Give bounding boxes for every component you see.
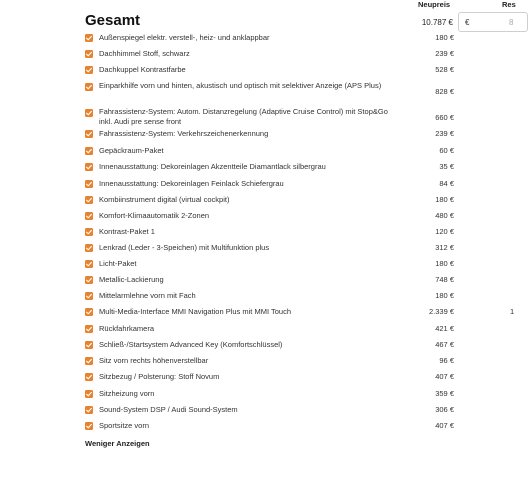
currency-label: € — [465, 18, 470, 27]
check-icon — [85, 50, 93, 58]
option-row[interactable] — [85, 130, 455, 140]
option-checkbox[interactable] — [85, 212, 93, 220]
option-label: Komfort-Klimaautomatik 2-Zonen — [99, 211, 210, 220]
option-checkbox[interactable] — [85, 390, 93, 398]
option-checkbox[interactable] — [85, 422, 93, 430]
option-price: 748 € — [435, 275, 454, 284]
option-checkbox[interactable] — [85, 308, 93, 316]
option-row[interactable] — [85, 66, 455, 76]
restwert-value: 1 — [510, 307, 515, 316]
option-row[interactable] — [85, 406, 455, 416]
option-checkbox[interactable] — [85, 109, 93, 117]
option-label: Sportsitze vorn — [99, 421, 150, 430]
summary-title: Gesamt — [85, 12, 141, 29]
option-label: Kombiinstrument digital (virtual cockpit) — [99, 195, 230, 204]
option-price: 528 € — [435, 65, 454, 74]
option-label: Sitzbezug / Polsterung: Stoff Novum — [99, 372, 220, 381]
option-checkbox[interactable] — [85, 66, 93, 74]
check-icon — [85, 109, 93, 117]
option-row[interactable] — [85, 373, 455, 383]
option-row[interactable] — [85, 308, 455, 318]
option-checkbox[interactable] — [85, 325, 93, 333]
option-label: Dachhimmel Stoff, schwarz — [99, 49, 190, 58]
option-price: 480 € — [435, 211, 454, 220]
check-icon — [85, 130, 93, 138]
option-row[interactable] — [85, 390, 455, 400]
check-icon — [85, 406, 93, 414]
option-label: Mittelarmlehne vorn mit Fach — [99, 291, 196, 300]
option-checkbox[interactable] — [85, 260, 93, 268]
option-price: 421 € — [435, 324, 454, 333]
check-icon — [85, 308, 93, 316]
option-label: Gepäckraum-Paket — [99, 146, 164, 155]
option-price: 239 € — [435, 49, 454, 58]
check-icon — [85, 163, 93, 171]
option-checkbox[interactable] — [85, 357, 93, 365]
option-price: 180 € — [435, 33, 454, 42]
option-checkbox[interactable] — [85, 276, 93, 284]
check-icon — [85, 244, 93, 252]
option-price: 660 € — [435, 113, 454, 122]
option-label: Kontrast-Paket 1 — [99, 227, 155, 236]
option-label: Sitzheizung vorn — [99, 389, 155, 398]
option-price: 84 € — [439, 179, 454, 188]
option-label: Sitz vorn rechts höhenverstellbar — [99, 356, 209, 365]
show-less-link[interactable]: Weniger Anzeigen — [85, 439, 150, 448]
option-price: 306 € — [435, 405, 454, 414]
option-label: Außenspiegel elektr. verstell-, heiz- und anklappbar — [99, 33, 270, 42]
option-checkbox[interactable] — [85, 341, 93, 349]
option-label: Dachkuppel Kontrastfarbe — [99, 65, 186, 74]
option-checkbox[interactable] — [85, 180, 93, 188]
summary-total: 10.787 € — [421, 18, 453, 27]
check-icon — [85, 180, 93, 188]
option-price: 120 € — [435, 227, 454, 236]
option-checkbox[interactable] — [85, 244, 93, 252]
option-label: Multi-Media-Interface MMI Navigation Plus mit MMI Touch — [99, 307, 292, 316]
option-row[interactable] — [85, 82, 455, 102]
option-label: Fahrassistenz-System: Verkehrszeichenerkennung — [99, 129, 269, 138]
option-row[interactable] — [85, 292, 455, 302]
option-label: Einparkhilfe vorn und hinten, akustisch und optisch mit selektiver Anzeige (APS Plus) — [99, 81, 382, 90]
option-checkbox[interactable] — [85, 406, 93, 414]
option-row[interactable] — [85, 147, 455, 157]
option-price: 2.339 € — [428, 307, 454, 316]
column-header-restwert: Res — [502, 0, 516, 9]
option-row[interactable] — [85, 196, 455, 206]
check-icon — [85, 66, 93, 74]
restwert-input[interactable] — [458, 12, 528, 32]
option-price: 180 € — [435, 291, 454, 300]
option-label: Licht-Paket — [99, 259, 137, 268]
option-checkbox[interactable] — [85, 50, 93, 58]
option-checkbox[interactable] — [85, 163, 93, 171]
check-icon — [85, 292, 93, 300]
column-header-neupreis: Neupreis — [418, 0, 451, 9]
option-price: 407 € — [435, 372, 454, 381]
check-icon — [85, 390, 93, 398]
option-checkbox[interactable] — [85, 292, 93, 300]
option-label: Lenkrad (Leder - 3-Speichen) mit Multifunktion plus — [99, 243, 270, 252]
option-price: 180 € — [435, 259, 454, 268]
option-row[interactable] — [85, 212, 455, 222]
check-icon — [85, 228, 93, 236]
option-price: 35 € — [439, 162, 454, 171]
check-icon — [85, 276, 93, 284]
option-price: 359 € — [435, 389, 454, 398]
check-icon — [85, 34, 93, 42]
check-icon — [85, 196, 93, 204]
option-price: 239 € — [435, 129, 454, 138]
option-row[interactable] — [85, 276, 455, 286]
option-label: Innenausstattung: Dekoreinlagen Akzentteile Diamantlack silbergrau — [99, 162, 326, 171]
option-checkbox[interactable] — [85, 83, 93, 91]
option-price: 828 € — [435, 87, 454, 96]
option-checkbox[interactable] — [85, 196, 93, 204]
check-icon — [85, 422, 93, 430]
option-row[interactable] — [85, 50, 455, 60]
option-label: Metallic-Lackierung — [99, 275, 164, 284]
check-icon — [85, 260, 93, 268]
check-icon — [85, 325, 93, 333]
option-row[interactable] — [85, 228, 455, 238]
option-row[interactable] — [85, 260, 455, 270]
option-row[interactable] — [85, 357, 455, 367]
check-icon — [85, 212, 93, 220]
option-price: 60 € — [439, 146, 454, 155]
option-price: 96 € — [439, 356, 454, 365]
option-price: 180 € — [435, 195, 454, 204]
option-row[interactable] — [85, 422, 455, 432]
option-checkbox[interactable] — [85, 373, 93, 381]
option-label: Rückfahrkamera — [99, 324, 155, 333]
option-label: Innenausstattung: Dekoreinlagen Feinlack Schiefergrau — [99, 179, 284, 188]
option-row[interactable] — [85, 108, 455, 128]
check-icon — [85, 147, 93, 155]
check-icon — [85, 83, 93, 91]
option-checkbox[interactable] — [85, 34, 93, 42]
option-row[interactable] — [85, 180, 455, 190]
option-checkbox[interactable] — [85, 147, 93, 155]
check-icon — [85, 373, 93, 381]
option-checkbox[interactable] — [85, 228, 93, 236]
option-price: 407 € — [435, 421, 454, 430]
option-label: Schließ-/Startsystem Advanced Key (Komfortschlüssel) — [99, 340, 283, 349]
option-row[interactable] — [85, 163, 455, 173]
option-checkbox[interactable] — [85, 130, 93, 138]
option-row[interactable] — [85, 34, 455, 44]
option-row[interactable] — [85, 244, 455, 254]
option-price: 467 € — [435, 340, 454, 349]
option-row[interactable] — [85, 325, 455, 335]
option-row[interactable] — [85, 341, 455, 351]
restwert-placeholder: 8 — [509, 18, 514, 27]
option-label: Sound-System DSP / Audi Sound-System — [99, 405, 238, 414]
check-icon — [85, 341, 93, 349]
option-price: 312 € — [435, 243, 454, 252]
option-label: Fahrassistenz-System: Autom. Distanzregelung (Adaptive Cruise Control) mit Stop&Go inkl. Audi pre sense front — [99, 107, 388, 126]
check-icon — [85, 357, 93, 365]
